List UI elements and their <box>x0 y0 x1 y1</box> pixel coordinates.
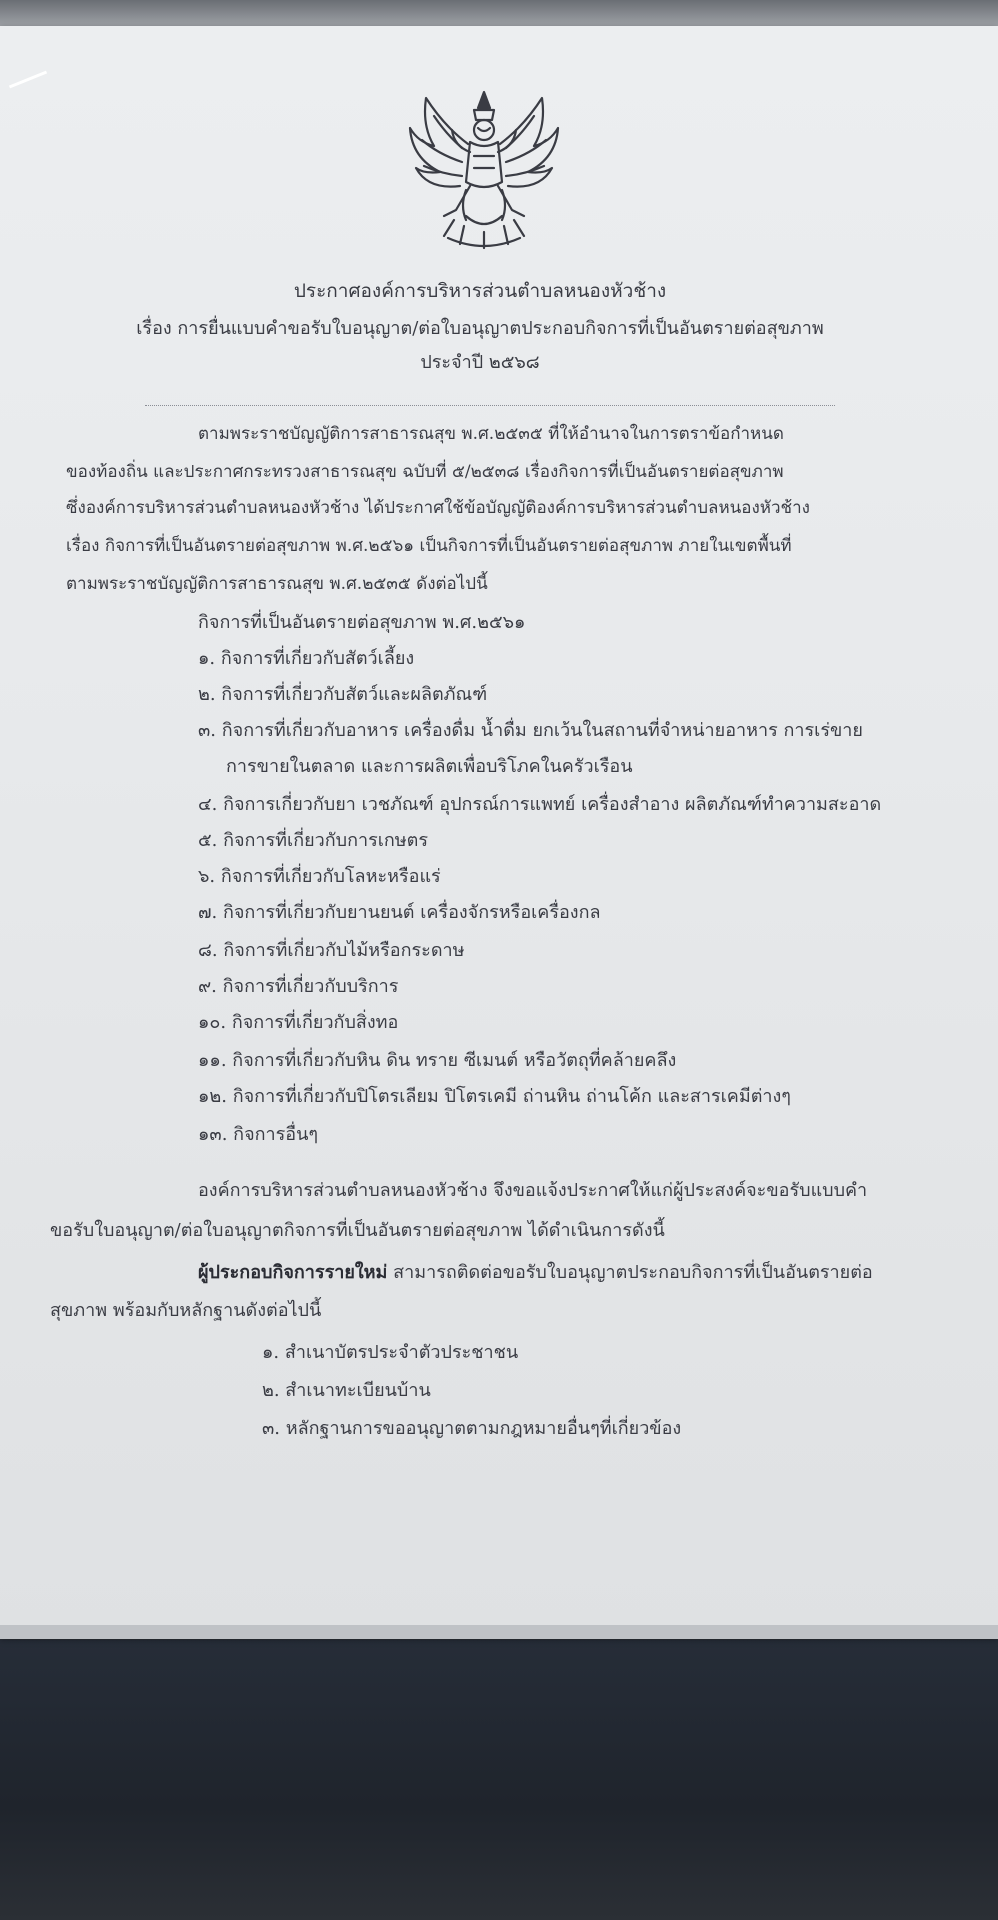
intro-line: ตามพระราชบัญญัติการสาธารณสุข พ.ศ.๒๕๓๕ ที่ให้อำนาจในการตราข้อกำหนด <box>198 424 784 444</box>
new-operator-text: สามารถติดต่อขอรับใบอนุญาตประกอบกิจการที่เป็นอันตรายต่อ <box>393 1262 873 1283</box>
list-item: ๔. กิจการเกี่ยวกับยา เวชภัณฑ์ อุปกรณ์การแพทย์ เครื่องสำอาง ผลิตภัณฑ์ทำความสะอาด <box>198 794 882 815</box>
list-item: ๑๒. กิจการที่เกี่ยวกับปิโตรเลียม ปิโตรเคมี ถ่านหิน ถ่านโค้ก และสารเคมีต่างๆ <box>198 1086 791 1107</box>
intro-line: ซึ่งองค์การบริหารส่วนตำบลหนองหัวช้าง ได้ประกาศใช้ข้อบัญญัติองค์การบริหารส่วนตำบลหนองหัวช้าง <box>66 498 810 518</box>
list-item: ๒. กิจการที่เกี่ยวกับสัตว์และผลิตภัณฑ์ <box>198 684 488 705</box>
list-item: ๑๑. กิจการที่เกี่ยวกับหิน ดิน ทราย ซีเมนต์ หรือวัตถุที่คล้ายคลึง <box>198 1050 677 1071</box>
document-subject: เรื่อง การยื่นแบบคำขอรับใบอนุญาต/ต่อใบอนุญาตประกอบกิจการที่เป็นอันตรายต่อสุขภาพ <box>136 318 824 339</box>
header-divider <box>145 405 835 406</box>
list-item: ๑๐. กิจการที่เกี่ยวกับสิ่งทอ <box>198 1012 399 1033</box>
document-year: ประจำปี ๒๕๖๘ <box>420 352 540 373</box>
notice-line: องค์การบริหารส่วนตำบลหนองหัวช้าง จึงขอแจ้งประกาศให้แก่ผู้ประสงค์จะขอรับแบบคำ <box>198 1180 868 1201</box>
list-item-continued: การขายในตลาด และการผลิตเพื่อบริโภคในครัวเรือน <box>226 756 633 777</box>
intro-line: ตามพระราชบัญญัติการสาธารณสุข พ.ศ.๒๕๓๕ ดังต่อไปนี้ <box>66 574 488 594</box>
paper-edge <box>0 1625 998 1639</box>
garuda-emblem-icon <box>404 86 564 250</box>
list-item: ๑. กิจการที่เกี่ยวกับสัตว์เลี้ยง <box>198 648 415 669</box>
document-title: ประกาศองค์การบริหารส่วนตำบลหนองหัวช้าง <box>293 280 667 302</box>
list-item: ๑๓. กิจการอื่นๆ <box>198 1124 319 1145</box>
background-desk-surface <box>0 1640 998 1920</box>
new-operator-row <box>198 1262 873 1284</box>
new-operator-label: ผู้ประกอบกิจการรายใหม่ <box>198 1262 388 1283</box>
list-item: ๖. กิจการที่เกี่ยวกับโลหะหรือแร่ <box>198 866 441 887</box>
required-document: ๑. สำเนาบัตรประจำตัวประชาชน <box>262 1342 519 1363</box>
intro-line: เรื่อง กิจการที่เป็นอันตรายต่อสุขภาพ พ.ศ.๒๕๖๑ เป็นกิจการที่เป็นอันตรายต่อสุขภาพ ภายในเขตพื้นที่ <box>66 536 792 556</box>
document-page <box>0 26 998 1638</box>
intro-line: ของท้องถิ่น และประกาศกระทรวงสาธารณสุข ฉบับที่ ๕/๒๕๓๘ เรื่องกิจการที่เป็นอันตรายต่อสุขภาพ <box>66 462 784 482</box>
list-item: ๗. กิจการที่เกี่ยวกับยานยนต์ เครื่องจักรหรือเครื่องกล <box>198 902 601 923</box>
new-operator-text-continued: สุขภาพ พร้อมกับหลักฐานดังต่อไปนี้ <box>50 1300 322 1321</box>
required-document: ๓. หลักฐานการขออนุญาตตามกฎหมายอื่นๆที่เกี่ยวข้อง <box>262 1418 682 1439</box>
required-document: ๒. สำเนาทะเบียนบ้าน <box>262 1380 431 1401</box>
list-heading: กิจการที่เป็นอันตรายต่อสุขภาพ พ.ศ.๒๕๖๑ <box>198 612 526 633</box>
list-item: ๙. กิจการที่เกี่ยวกับบริการ <box>198 976 399 997</box>
list-item: ๓. กิจการที่เกี่ยวกับอาหาร เครื่องดื่ม น้ำดื่ม ยกเว้นในสถานที่จำหน่ายอาหาร การเร่ขาย <box>198 720 863 741</box>
list-item: ๘. กิจการที่เกี่ยวกับไม้หรือกระดาษ <box>198 940 465 961</box>
notice-line: ขอรับใบอนุญาต/ต่อใบอนุญาตกิจการที่เป็นอันตรายต่อสุขภาพ ได้ดำเนินการดังนี้ <box>50 1220 665 1241</box>
list-item: ๕. กิจการที่เกี่ยวกับการเกษตร <box>198 830 429 851</box>
